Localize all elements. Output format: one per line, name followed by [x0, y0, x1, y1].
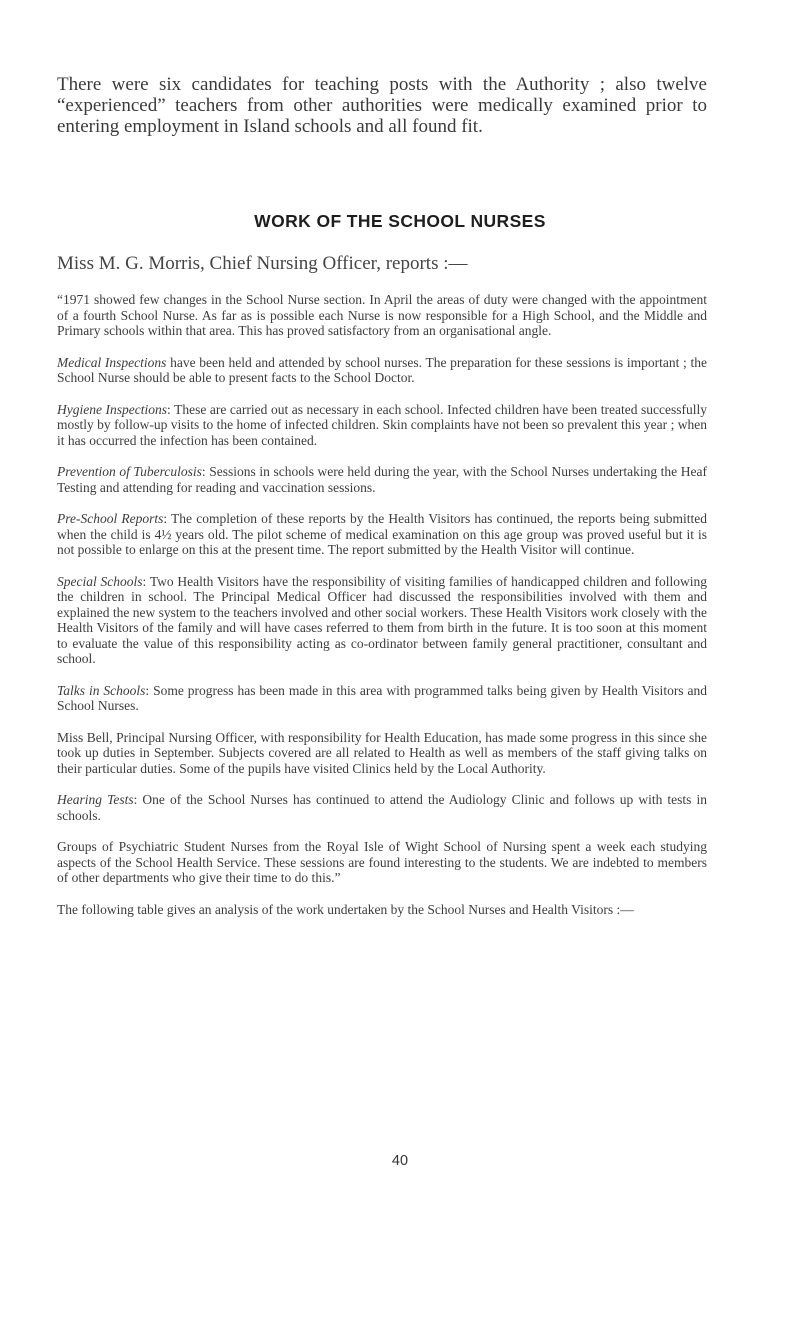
report-paragraph: [57, 902, 707, 918]
report-paragraph: [57, 683, 707, 714]
section-heading: WORK OF THE SCHOOL NURSES: [254, 211, 546, 231]
paragraph-term: Hygiene Inspections: [57, 401, 168, 417]
paragraph-text: : One of the School Nurses has continued to attend the Audiology Clinic and follows up with tests in schools.: [57, 792, 708, 823]
report-body: [57, 292, 707, 933]
report-paragraph: [57, 355, 707, 386]
report-paragraph: [57, 511, 707, 558]
paragraph-text: : Two Health Visitors have the responsibility of visiting families of handicapped children and following the children in school. The Principal Medical Officer had discussed the responsibilities involved with them and explained the new system to the teachers involved and other social workers. These Health Visitors work closely with the Health Visitors of the family and will have cases referred to them from birth in the future. It is too soon at this moment to evaluate the value of this responsibility acting as co-ordinator between family general practitioner, consultant and school.: [57, 573, 707, 666]
paragraph-text: : These are carried out as necessary in each school. Infected children have been treated successfully mostly by follow-up visits to the home of infected children. Skin complaints have not been so prevalent this year ; when it has occurred the infection has been contained.: [57, 401, 707, 448]
paragraph-term: Pre-School Reports: [57, 511, 164, 526]
paragraph-text: : The completion of these reports by the Health Visitors has continued, the reports being submitted when the child is 4½ years old. The pilot scheme of medical examination on this age group was proved useful but it is not possible to enlarge on this at the present time. The report submitted by the Health Visitor will continue.: [57, 511, 707, 557]
report-paragraph: [57, 402, 707, 449]
paragraph-term: Prevention of Tuberculosis: [57, 464, 202, 479]
report-paragraph: [57, 730, 707, 777]
page-number: 40: [391, 1153, 409, 1169]
paragraph-term: Medical Inspections: [57, 354, 167, 370]
report-paragraph: [57, 792, 707, 823]
paragraph-text: The following table gives an analysis of the work undertaken by the School Nurses and Health Visitors :—: [57, 901, 634, 917]
paragraph-text: “1971 showed few changes in the School Nurse section. In April the areas of duty were changed with the appointment of a fourth School Nurse. As far as is possible each Nurse is now responsible for a High School, and the Middle and Primary schools within that area. This has proved satisfactory from an organisational angle.: [57, 292, 707, 338]
paragraph-text: have been held and attended by school nurses. The preparation for these sessions is important ; the School Nurse should be able to present facts to the School Doctor.: [57, 354, 707, 385]
paragraph-text: Miss Bell, Principal Nursing Officer, with responsibility for Health Education, has made some progress in this since she took up duties in September. Subjects covered are all related to Health as well as members of the staff giving talks on their particular duties. Some of the pupils have visited Clinics held by the Local Authority.: [57, 729, 707, 776]
paragraph-text: Groups of Psychiatric Student Nurses from the Royal Isle of Wight School of Nursing spent a week each studying aspects of the School Health Service. These sessions are found interesting to the students. We are indebted to members of other departments who give their time to do this.”: [57, 839, 707, 885]
intro-paragraph: There were six candidates for teaching posts with the Authority ; also twelve “experienced” teachers from other authorities were medically examined prior to entering employment in Island schools and all found fit.: [57, 74, 707, 137]
report-paragraph: [57, 574, 707, 667]
report-paragraph: [57, 464, 707, 495]
report-paragraph: [57, 839, 707, 886]
report-attribution: Miss M. G. Morris, Chief Nursing Officer, reports :—: [57, 253, 468, 274]
paragraph-term: Special Schools: [57, 573, 143, 589]
paragraph-text: : Sessions in schools were held during the year, with the School Nurses undertaking the Heaf Testing and attending for reading and vaccination sessions.: [57, 464, 707, 495]
report-paragraph: [57, 292, 707, 339]
paragraph-text: : Some progress has been made in this area with programmed talks being given by Health Visitors and School Nurses.: [57, 682, 707, 713]
paragraph-term: Talks in Schools: [57, 682, 146, 698]
paragraph-term: Hearing Tests: [57, 792, 134, 807]
